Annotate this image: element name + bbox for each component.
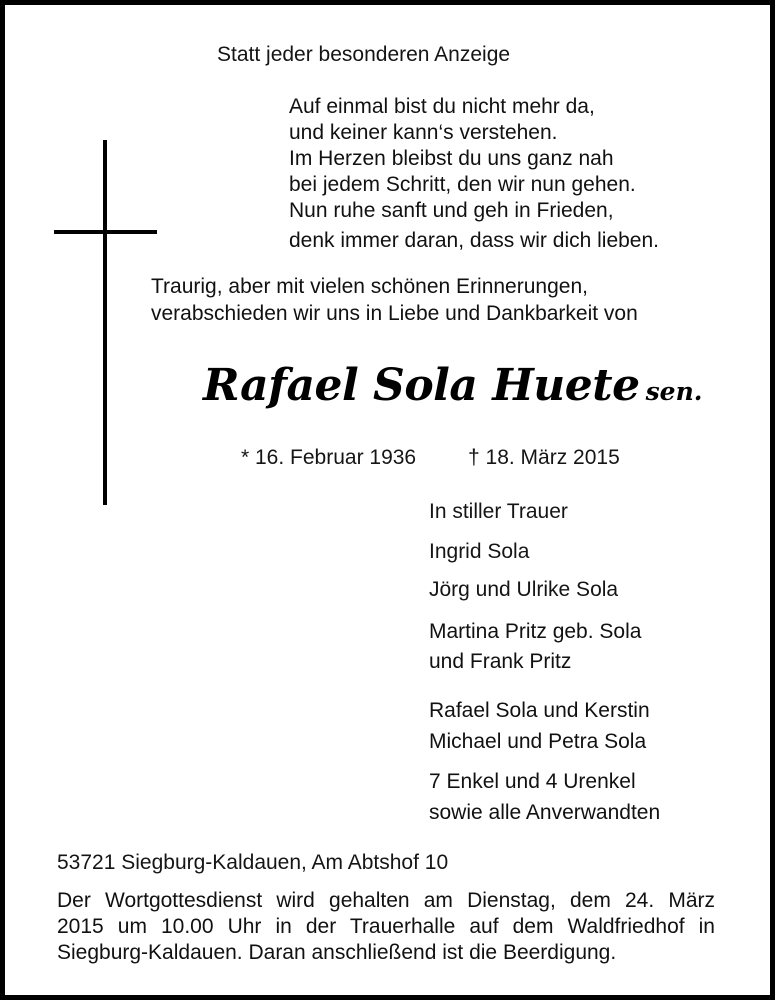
poem-line: bei jedem Schritt, den wir nun gehen.	[289, 173, 636, 196]
intro-text	[151, 273, 638, 327]
service-line: Der Wortgottesdienst wird gehalten am Dienstag, dem 24. März	[57, 889, 715, 912]
mourner-group	[429, 766, 660, 828]
poem-line: Im Herzen bleibst du uns ganz nah	[289, 147, 614, 170]
intro-line: verabschieden wir uns in Liebe und Dankbarkeit von	[151, 302, 638, 325]
poem-line: denk immer daran, dass wir dich lieben.	[289, 229, 660, 252]
cross-horizontal-bar	[54, 230, 157, 234]
mourner-entry: Rafael Sola und Kerstin	[429, 699, 650, 722]
cross-vertical-bar	[103, 140, 107, 505]
service-announcement	[57, 888, 715, 966]
poem	[289, 94, 659, 254]
mourner-entry: Michael und Petra Sola	[429, 730, 647, 753]
deceased-name: Rafael Sola Huete	[203, 360, 640, 411]
mourner-entry: Jörg und Ulrike Sola	[429, 578, 619, 601]
deceased-name-block	[203, 360, 702, 411]
header-line: Statt jeder besonderen Anzeige	[217, 43, 511, 66]
poem-line: Nun ruhe sanft und geh in Frieden,	[289, 199, 614, 222]
service-line: 2015 um 10.00 Uhr in der Trauerhalle auf dem Waldfriedhof in	[57, 915, 715, 938]
poem-line: und keiner kann‘s verstehen.	[289, 121, 558, 144]
mourner-entry: 7 Enkel und 4 Urenkel	[429, 770, 636, 793]
mourner-entry: sowie alle Anverwandten	[429, 801, 661, 824]
mourner-entry: Ingrid Sola	[429, 540, 530, 563]
service-line: Siegburg-Kaldauen. Daran anschließend ist die Beerdigung.	[57, 941, 617, 964]
name-suffix: sen.	[645, 377, 703, 406]
death-date: † 18. März 2015	[468, 446, 620, 469]
mourner-entry: Martina Pritz geb. Sola	[429, 620, 642, 643]
mourner-group	[429, 695, 650, 757]
poem-line: Auf einmal bist du nicht mehr da,	[289, 95, 595, 118]
mourner-entry: und Frank Pritz	[429, 650, 572, 673]
intro-line: Traurig, aber mit vielen schönen Erinnerungen,	[151, 275, 588, 298]
mourner-group	[429, 617, 641, 677]
address: 53721 Siegburg-Kaldauen, Am Abtshof 10	[57, 851, 449, 874]
birth-date: * 16. Februar 1936	[241, 446, 417, 469]
mourning-label: In stiller Trauer	[429, 500, 568, 523]
